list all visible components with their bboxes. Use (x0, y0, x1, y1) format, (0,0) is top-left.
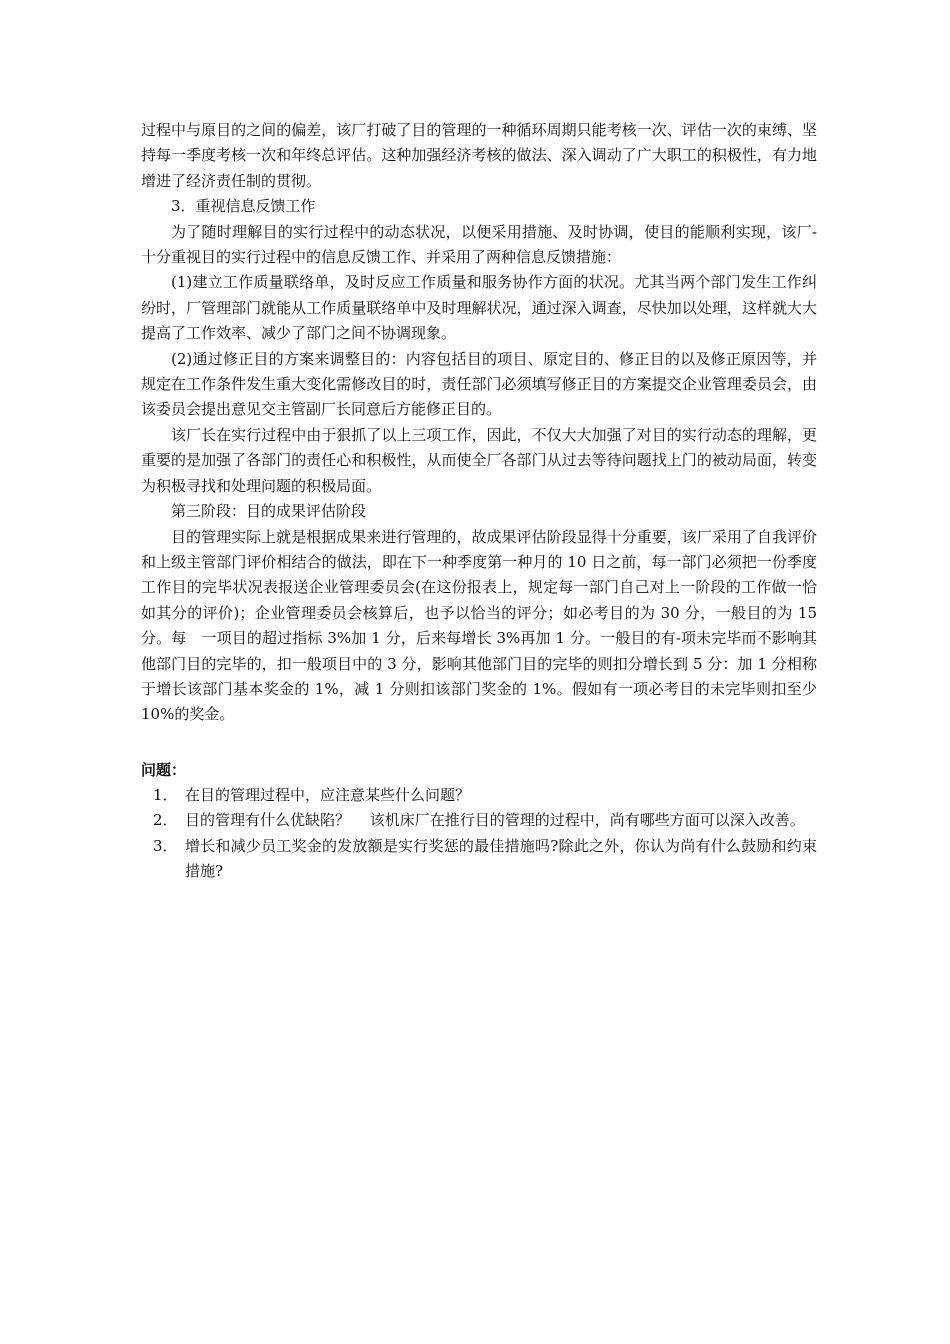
paragraph-feedback-measure-2: (2)通过修正目的方案来调整目的：内容包括目的项目、原定目的、修正目的以及修正原因等，并规定在工作条件发生重大变化需修改目的时，责任部门必须填写修正目的方案提交企业管理委员会，由该委员会提出意见交主管副厂长同意后方能修正目的。 (141, 349, 817, 419)
paragraph-feedback-measure-1: (1)建立工作质量联络单，及时反应工作质量和服务协作方面的状况。尤其当两个部门发生工作纠纷时，厂管理部门就能从工作质量联络单中及时理解状况，通过深入调查，尽快加以处理，这样就大大提高了工作效率、减少了部门之间不协调现象。 (141, 273, 817, 343)
question-item (141, 834, 817, 885)
paragraph-results-evaluation: 目的管理实际上就是根据成果来进行管理的，故成果评估阶段显得十分重要，该厂采用了自我评价和上级主管部门评价相结合的做法，即在下一种季度第一种月的 10 日之前，每一部门必须把一份季度工作目的完毕状况表报送企业管理委员会(在这份报表上，规定每一部门自己对上一阶段的工作做一恰如其分的评价)；企业管理委员会核算后，也予以恰当的评分；如必考目的为 30 分，一般目的为 15 分。每 一项目的超过指标 3%加 1 分，后来每增长 3%再加 1 分。一般目的有-项未完毕而不影响其他部门目的完毕的，扣一般项目中的 3 分，影响其他部门目的完毕的则扣分增长到 5 分：加 1 分相称于增长该部门基本奖金的 1%，减 1 分则扣该部门奖金的 1%。假如有一项必考目的未完毕则扣至少 10%的奖金。 (141, 527, 817, 724)
question-number: 1． (153, 785, 178, 804)
question-text: 目的管理有什么优缺陷？ 该机床厂在推行目的管理的过程中，尚有哪些方面可以深入改善。 (185, 811, 805, 830)
question-item (141, 808, 817, 833)
question-text: 增长和减少员工奖金的发放额是实行奖惩的最佳措施吗?除此之外，你认为尚有什么鼓励和约束措施? (185, 836, 817, 880)
question-number: 2． (153, 811, 178, 830)
questions-title: 问题： (141, 760, 187, 779)
paragraph-feedback-intro: 为了随时理解目的实行过程中的动态状况，以便采用措施、及时协调，使目的能顺利实现，该厂-十分重视目的实行过程中的信息反馈工作、并采用了两种信息反馈措施： (141, 222, 817, 267)
question-number: 3． (153, 836, 178, 855)
document-page (141, 118, 817, 884)
section-heading-feedback: 3．重视信息反馈工作 (171, 197, 316, 216)
section-heading-stage-three: 第三阶段：目的成果评估阶段 (171, 502, 367, 521)
questions-list (141, 783, 817, 885)
paragraph-summary: 该厂长在实行过程中由于狠抓了以上三项工作，因此，不仅大大加强了对目的实行动态的理解，更重要的是加强了各部门的责任心和积极性，从而使全厂各部门从过去等待问题找上门的被动局面，转变为积极寻找和处理问题的积极局面。 (141, 425, 817, 495)
paragraph-evaluation-cycle: 过程中与原目的之间的偏差，该厂打破了目的管理的一种循环周期只能考核一次、评估一次的束缚、坚持每一季度考核一次和年终总评估。这种加强经济考核的做法、深入调动了广大职工的积极性，有力地增进了经济责任制的贯彻。 (141, 121, 817, 190)
question-item (141, 783, 817, 808)
question-text: 在目的管理过程中，应注意某些什么问题？ (185, 785, 471, 804)
